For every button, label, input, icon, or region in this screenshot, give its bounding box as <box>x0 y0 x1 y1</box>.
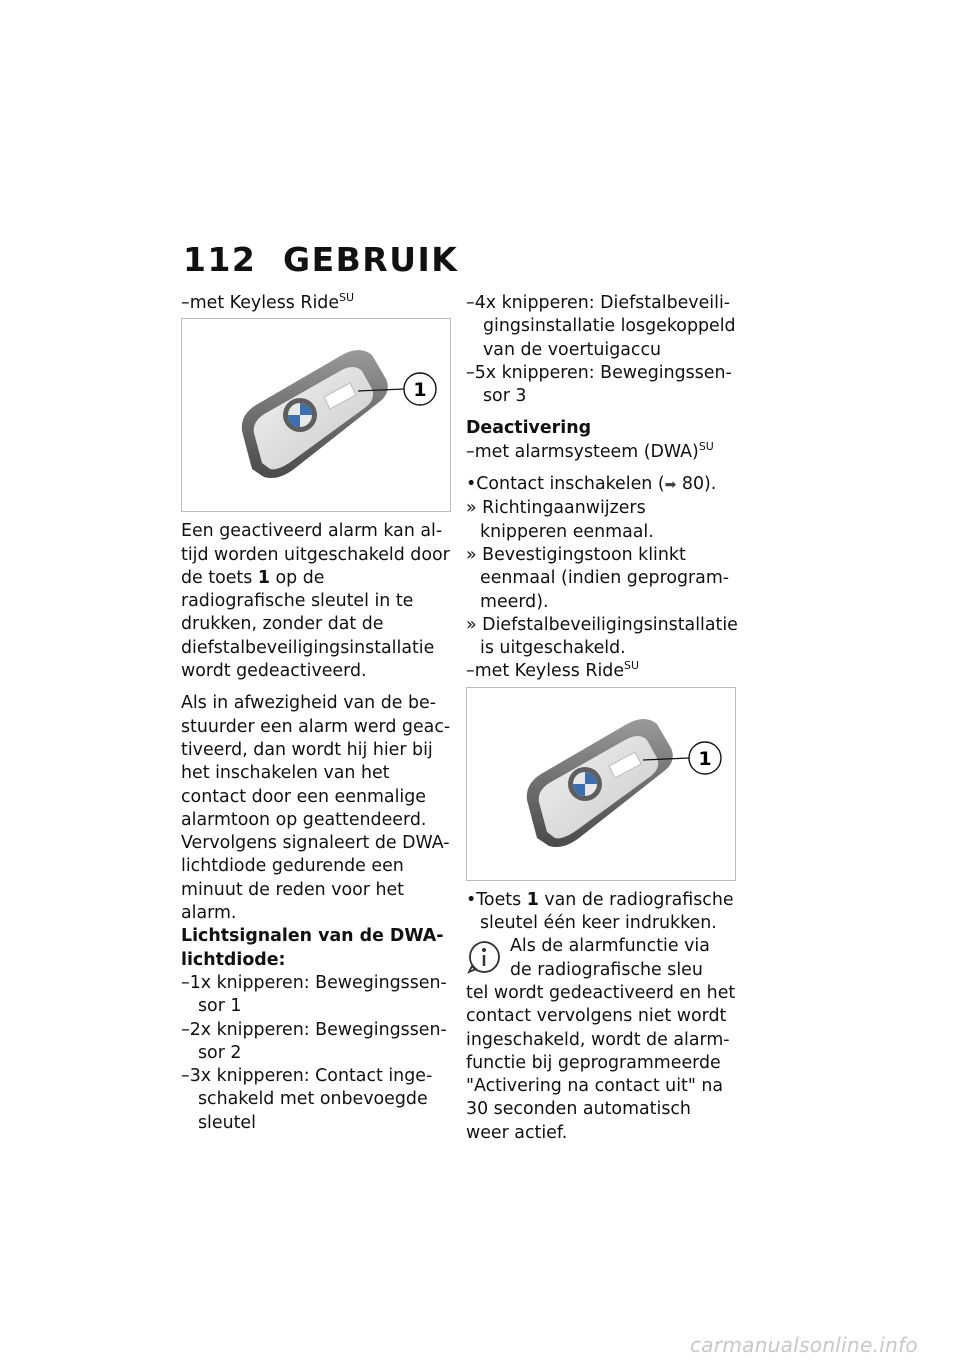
step-press-key: •Toets 1 van de radiografische sleutel één keer indrukken. <box>466 889 734 934</box>
key-fob-illustration <box>467 688 735 880</box>
result-item: » Diefstalbeveiligingsinstallatie is uitgeschakeld. <box>466 614 738 659</box>
page-number: 112 <box>183 240 257 279</box>
key-fob-illustration <box>182 319 450 511</box>
figure-callout: 1 <box>698 747 712 770</box>
list-item: –5x knipperen: Bewegingssensor 3 <box>466 362 732 407</box>
light-signals-heading: Lichtsignalen van de DWA-lichtdiode: <box>181 926 444 970</box>
keyless-option-label: –met Keyless Ride$^{SU}$ <box>466 659 640 682</box>
list-item: –1x knipperen: Bewegingssensor 1 <box>181 972 447 1017</box>
footer-watermark: carmanualsonline.info <box>690 1333 918 1357</box>
result-item: » Bevestigingstoon klinkt eenmaal (indien geprogrammeerd). <box>466 544 730 612</box>
left-column <box>181 292 453 1135</box>
alarm-option-label: –met alarmsysteem (DWA)$^{SU}$ <box>466 439 714 462</box>
list-item: –3x knipperen: Contact ingeschakeld met onbevoegde sleutel <box>181 1066 433 1133</box>
option-label: –met Keyless Ride$^{SU}$ <box>181 291 355 313</box>
key-fob-figure <box>181 318 451 512</box>
figure-callout: 1 <box>413 379 427 402</box>
option-sup: SU <box>339 291 355 305</box>
info-text: tel wordt gedeactiveerd en het contact vervolgens niet wordt ingeschakeld, wordt de alarmfunctie bij geprogrammeerde "Activering na contact uit" na 30 seconden automatisch weer actief. <box>466 982 736 1143</box>
section-title: GEBRUIK <box>283 240 459 279</box>
light-signals-list-left <box>181 972 453 1135</box>
page-header <box>183 240 458 279</box>
result-item: » Richtingaanwijzers knipperen eenmaal. <box>466 498 654 542</box>
page-reference-arrow-icon: ➡ <box>664 477 677 494</box>
key-fob-figure-2 <box>466 687 736 881</box>
list-item: –2x knipperen: Bewegingssensor 2 <box>181 1019 447 1063</box>
deactivation-heading: Deactivering <box>466 418 592 439</box>
step-ignition: •Contact inschakelen (➡ 80). <box>466 474 717 495</box>
info-line: Als de alarmfunctie via <box>510 936 710 957</box>
right-column <box>466 292 738 1145</box>
intro-paragraph: Een geactiveerd alarm kan altijd worden uitgeschakeld door de toets 1 op de radiografische sleutel in te drukken, zonder dat de diefstalbeveiligingsinstallatie wordt gedeactiveerd. <box>181 521 450 682</box>
alarm-paragraph: Als in afwezigheid van de bestuurder een alarm werd geactiveerd, dan wordt hij hier bij het inschakelen van het contact door een eenmalige alarmtoon op geattendeerd. Vervolgens signaleert de DWA-lichtdiode gedurende een minuut de reden voor het alarm. <box>181 693 451 924</box>
list-item: –4x knipperen: Diefstalbeveiligingsinstallatie losgekoppeld van de voertuigaccu <box>466 293 736 360</box>
light-signals-list-right <box>466 292 738 408</box>
info-note <box>466 935 738 1145</box>
info-line: de radiografische sleu <box>510 959 703 980</box>
info-icon <box>466 939 502 975</box>
